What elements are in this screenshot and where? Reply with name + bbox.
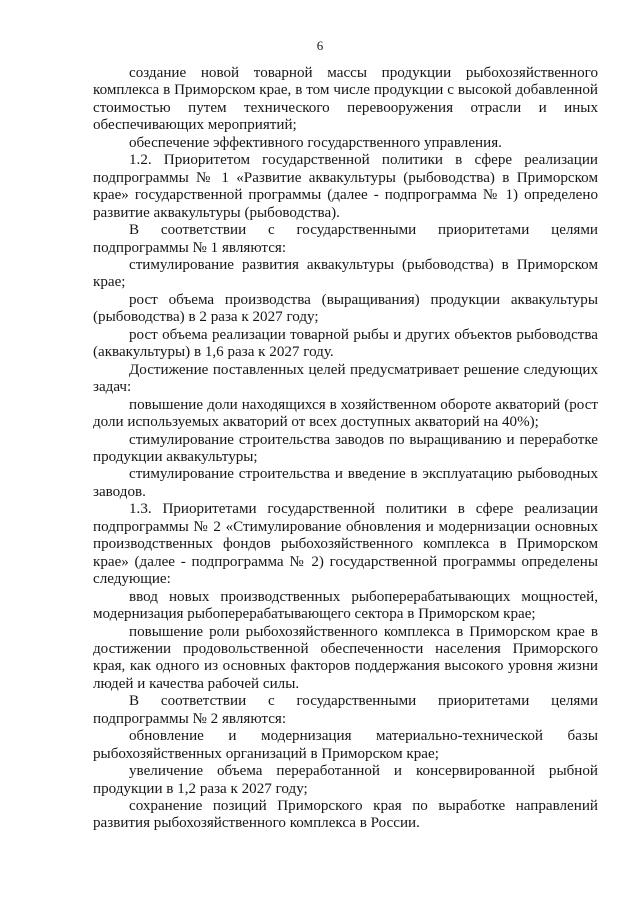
paragraph: В соответствии с государственными приоритетами целями подпрограммы № 1 являются:: [93, 222, 598, 256]
paragraph: стимулирование строительства заводов по выращиванию и переработке продукции аквакультуры;: [93, 431, 598, 465]
paragraph: 1.2. Приоритетом государственной политики в сфере реализации подпрограммы № 1 «Развитие аквакультуры (рыбоводства) в Приморском крае» государственной программы (далее - подпрограмма № 1) определено развитие аквакультуры (рыбоводства).: [93, 152, 598, 221]
paragraph: 1.3. Приоритетами государственной политики в сфере реализации подпрограммы № 2 «Стимулирование обновления и модернизации основных производственных фондов рыбохозяйственного комплекса в Приморском крае» (далее - подпрограмма № 2) государственной программы определены следующие:: [93, 501, 598, 588]
document-body: [93, 65, 598, 833]
paragraph: повышение роли рыбохозяйственного комплекса в Приморском крае в достижении продовольственной обеспеченности населения Приморского края, как одного из основных факторов поддержания высокого уровня жизни людей и качества рабочей силы.: [93, 623, 598, 692]
paragraph: рост объема производства (выращивания) продукции аквакультуры (рыбоводства) в 2 раза к 2027 году;: [93, 291, 598, 326]
paragraph: обновление и модернизация материально-технической базы рыбохозяйственных организаций в Приморском крае;: [93, 728, 598, 762]
paragraph: В соответствии с государственными приоритетами целями подпрограммы № 2 являются:: [93, 693, 598, 727]
paragraph: увеличение объема переработанной и консервированной рыбной продукции в 1,2 раза к 2027 году;: [93, 763, 598, 797]
paragraph: сохранение позиций Приморского края по выработке направлений развития рыбохозяйственного комплекса в России.: [93, 798, 598, 832]
paragraph: обеспечение эффективного государственного управления.: [129, 134, 502, 151]
paragraph: стимулирование развития аквакультуры (рыбоводства) в Приморском крае;: [93, 256, 598, 291]
paragraph: Достижение поставленных целей предусматривает решение следующих задач:: [93, 361, 598, 396]
paragraph: создание новой товарной массы продукции рыбохозяйственного комплекса в Приморском крае, в том числе продукции с высокой добавленной стоимостью путем технического перевооружения отрасли и иных обеспечивающих мероприятий;: [93, 65, 598, 134]
paragraph: повышение доли находящихся в хозяйственном обороте акваторий (рост доли используемых акваторий от всех доступных акваторий на 40%);: [93, 396, 598, 431]
paragraph: стимулирование строительства и введение в эксплуатацию рыбоводных заводов.: [93, 466, 598, 500]
page-number: 6: [316, 38, 324, 53]
paragraph: ввод новых производственных рыбоперерабатывающих мощностей, модернизация рыбоперерабатывающего сектора в Приморском крае;: [93, 588, 598, 623]
paragraph: рост объема реализации товарной рыбы и других объектов рыбоводства (аквакультуры) в 1,6 раза к 2027 году.: [93, 326, 598, 361]
